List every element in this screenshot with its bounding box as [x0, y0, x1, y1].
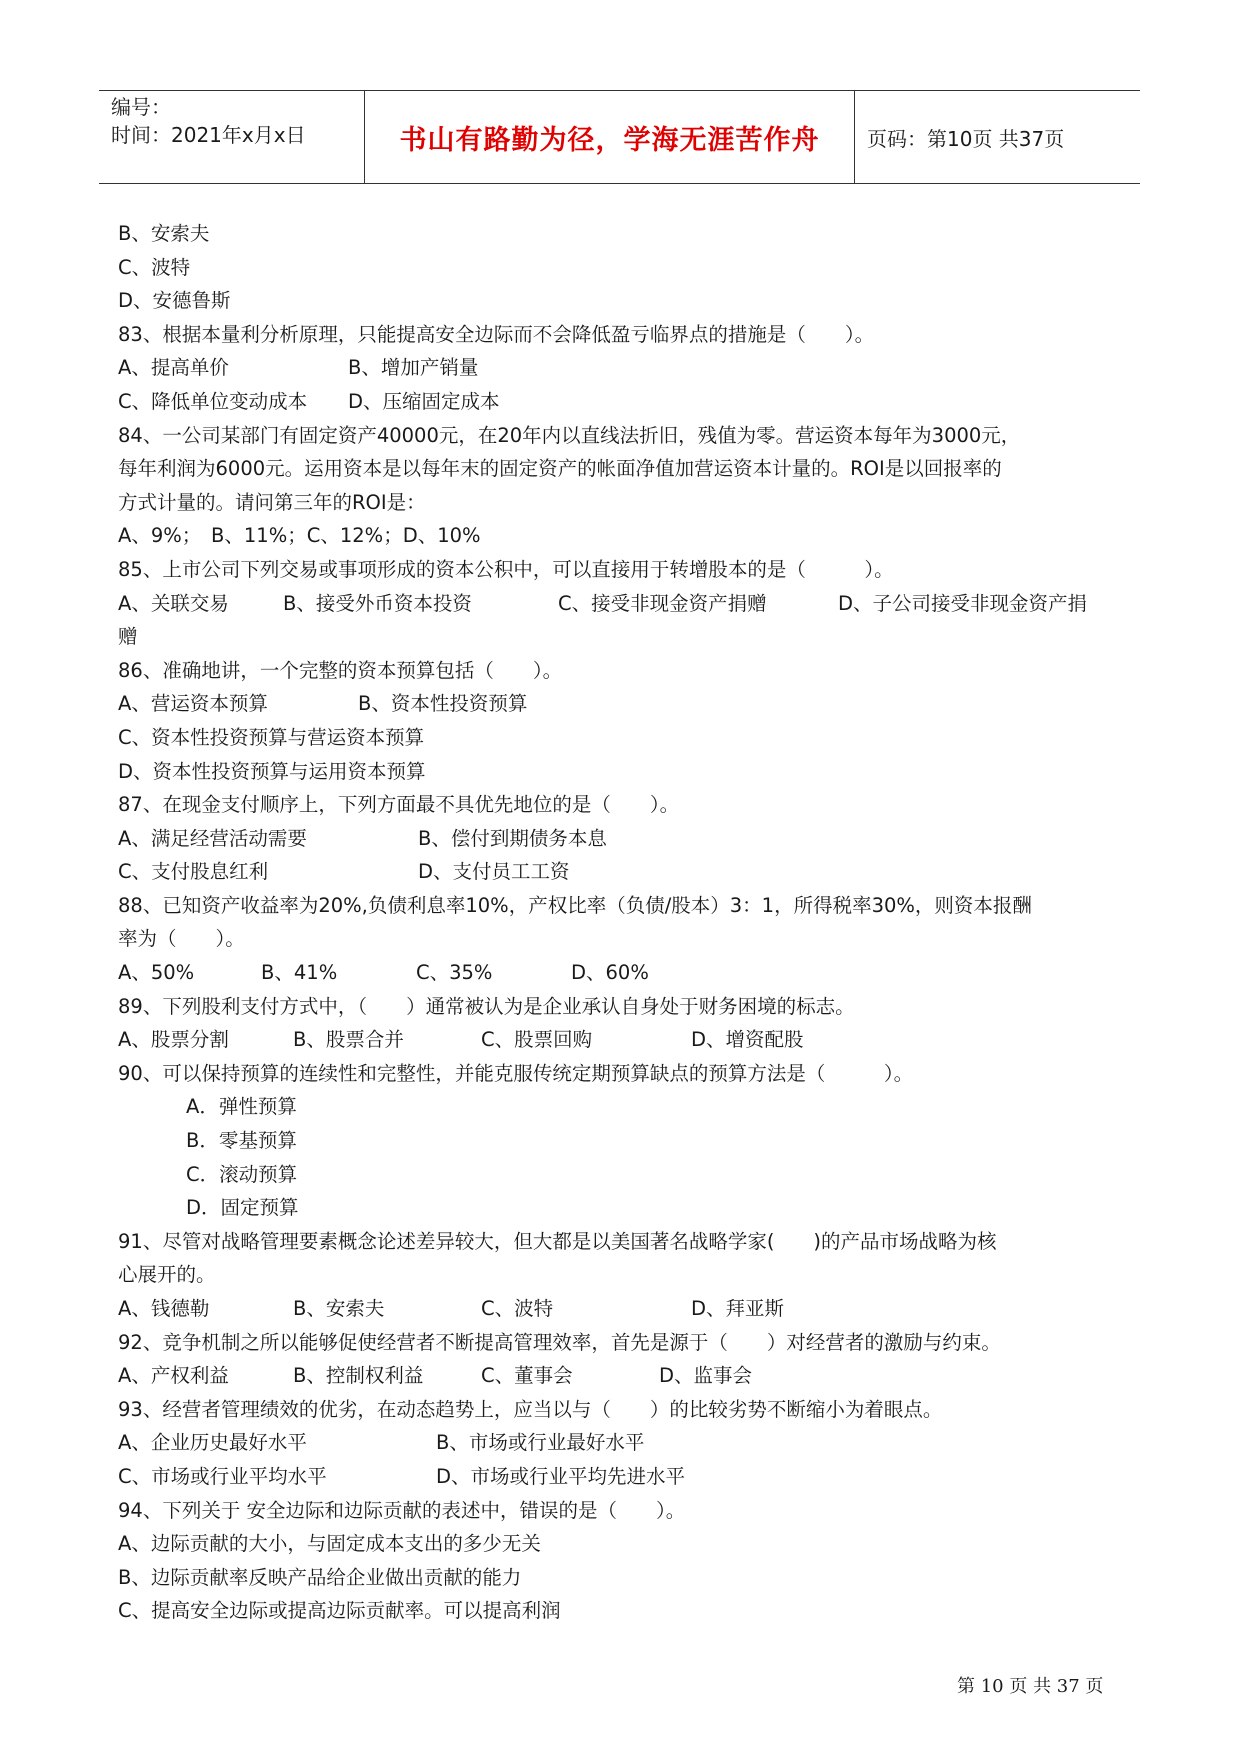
question-text: 83、根据本量利分析原理，只能提高安全边际而不会降低盈亏临界点的措施是（ ）。 — [118, 322, 875, 346]
option-item: B、安索夫 — [293, 1297, 385, 1320]
option-line — [118, 855, 1128, 889]
option-item: C、接受非现金资产捐赠 — [558, 591, 767, 615]
option-item: D、监事会 — [659, 1364, 753, 1388]
option-item: B、接受外币资本投资 — [283, 591, 472, 615]
option-line — [118, 1292, 1128, 1326]
option-item: A、产权利益 — [118, 1364, 229, 1388]
option-item: C、降低单位变动成本 — [118, 389, 308, 413]
option-item: C、市场或行业平均水平 — [118, 1464, 327, 1488]
option-item: B、安索夫 — [118, 222, 210, 245]
option-item: C、股票回购 — [481, 1028, 593, 1052]
option-item: D、压缩固定成本 — [348, 389, 500, 413]
option-line — [118, 687, 1128, 721]
option-line — [118, 217, 1128, 251]
option-line: D．固定预算 — [186, 1196, 299, 1220]
option-item: D、子公司接受非现金资产捐 — [838, 591, 1088, 615]
option-item: A、50% — [118, 961, 195, 985]
question-text: 89、下列股利支付方式中，（ ）通常被认为是企业承认自身处于财务困境的标志。 — [118, 994, 855, 1018]
header-meta-cell — [99, 91, 364, 183]
question-text: 84、一公司某部门有固定资产40000元，在20年内以直线法折旧，残值为零。营运资本每年为3000元， — [118, 423, 1021, 447]
option-item: D、资本性投资预算与运用资本预算 — [118, 759, 426, 783]
option-line — [118, 1359, 1128, 1393]
option-item: A、企业历史最好水平 — [118, 1431, 307, 1455]
question-text: 方式计量的。请问第三年的ROI是： — [118, 490, 426, 514]
page-info: 页码：第10页 共37页 — [867, 126, 1065, 151]
option-item: B、股票合并 — [293, 1028, 404, 1052]
question-text: 92、竞争机制之所以能够促使经营者不断提高管理效率，首先是源于（ ）对经营者的激励与约束。 — [118, 1330, 1001, 1354]
option-item: A、满足经营活动需要 — [118, 826, 307, 850]
option-line: B．零基预算 — [186, 1129, 297, 1153]
option-line — [118, 1023, 1128, 1057]
question-text: A、9%； B、11%；C、12%；D、10% — [118, 524, 481, 548]
question-text: 87、在现金支付顺序上，下列方面最不具优先地位的是（ ）。 — [118, 793, 680, 817]
option-line: C．滚动预算 — [186, 1162, 298, 1186]
option-item: B、市场或行业最好水平 — [436, 1431, 645, 1455]
option-item: C、35% — [416, 961, 493, 985]
option-item: D、安德鲁斯 — [118, 289, 231, 313]
option-line — [118, 822, 1128, 856]
option-item: B、控制权利益 — [293, 1364, 424, 1388]
option-line — [118, 1561, 1128, 1595]
header-page-cell — [855, 91, 1140, 183]
question-text: 94、下列关于 安全边际和边际贡献的表述中，错误的是（ ）。 — [118, 1498, 686, 1522]
option-line — [118, 251, 1128, 285]
question-text: 心展开的。 — [118, 1263, 216, 1287]
option-item: C、波特 — [118, 255, 191, 279]
question-text: 91、尽管对战略管理要素概念论述差异较大，但大都是以美国著名战略学家( )的产品市场战略为核 — [118, 1229, 997, 1253]
option-item: D、60% — [571, 961, 649, 985]
option-item: A、股票分割 — [118, 1028, 229, 1052]
question-text: 每年利润为6000元。运用资本是以每年末的固定资产的帐面净值加营运资本计量的。ROI是以回报率的 — [118, 457, 1002, 481]
question-text: 90、可以保持预算的连续性和完整性，并能克服传统定期预算缺点的预算方法是（ ）。 — [118, 1061, 914, 1085]
question-text: 88、已知资产收益率为20%,负债利息率10%，产权比率（负债/股本）3：1，所得税率30%，则资本报酬 — [118, 893, 1032, 917]
option-item: C、资本性投资预算与营运资本预算 — [118, 725, 425, 749]
option-item: D、市场或行业平均先进水平 — [436, 1464, 686, 1488]
option-item: A、钱德勒 — [118, 1297, 210, 1320]
question-text: 率为（ ）。 — [118, 927, 245, 951]
page-footer: 第 10 页 共 37 页 — [957, 1676, 1104, 1697]
option-item: D、支付员工工资 — [418, 860, 570, 884]
option-item: B、边际贡献率反映产品给企业做出贡献的能力 — [118, 1565, 522, 1589]
option-item: A、提高单价 — [118, 356, 229, 380]
option-line — [118, 385, 1128, 419]
option-line — [118, 1594, 1128, 1628]
option-line — [118, 1527, 1128, 1561]
option-item: A、营运资本预算 — [118, 692, 268, 716]
question-text: 85、上市公司下列交易或事项形成的资本公积中，可以直接用于转增股本的是（ ）。 — [118, 557, 894, 581]
time-label: 时间：2021年x月x日 — [111, 123, 306, 147]
question-text: 86、准确地讲，一个完整的资本预算包括（ ）。 — [118, 658, 563, 682]
option-item: C、波特 — [481, 1297, 554, 1320]
option-item: A、关联交易 — [118, 591, 229, 615]
option-item: D、拜亚斯 — [691, 1297, 785, 1320]
serial-number-label: 编号： — [111, 95, 171, 119]
option-item: B、资本性投资预算 — [358, 692, 528, 716]
option-line — [118, 587, 1128, 621]
option-item: C、董事会 — [481, 1364, 573, 1388]
question-text: 93、经营者管理绩效的优劣，在动态趋势上，应当以与（ ）的比较劣势不断缩小为着眼点。 — [118, 1397, 943, 1421]
option-line: A．弹性预算 — [186, 1095, 297, 1119]
option-item: B、41% — [261, 961, 338, 985]
option-line — [118, 1426, 1128, 1460]
option-line — [118, 755, 1128, 789]
page-header — [99, 90, 1140, 184]
motto-text: 书山有路勤为径，学海无涯苦作舟 — [399, 124, 820, 156]
option-line — [118, 721, 1128, 755]
question-list — [118, 217, 1128, 1628]
option-item: A、边际贡献的大小，与固定成本支出的多少无关 — [118, 1532, 541, 1556]
option-item: C、提高安全边际或提高边际贡献率。可以提高利润 — [118, 1599, 561, 1623]
option-line — [118, 956, 1128, 990]
question-text: 赠 — [118, 625, 138, 649]
option-item: C、支付股息红利 — [118, 860, 269, 884]
option-item: B、增加产销量 — [348, 356, 479, 380]
header-motto-cell — [364, 91, 855, 183]
option-line — [118, 1460, 1128, 1494]
option-item: D、增资配股 — [691, 1028, 804, 1052]
option-item: B、偿付到期债务本息 — [418, 826, 607, 850]
option-line — [118, 351, 1128, 385]
option-line — [118, 284, 1128, 318]
